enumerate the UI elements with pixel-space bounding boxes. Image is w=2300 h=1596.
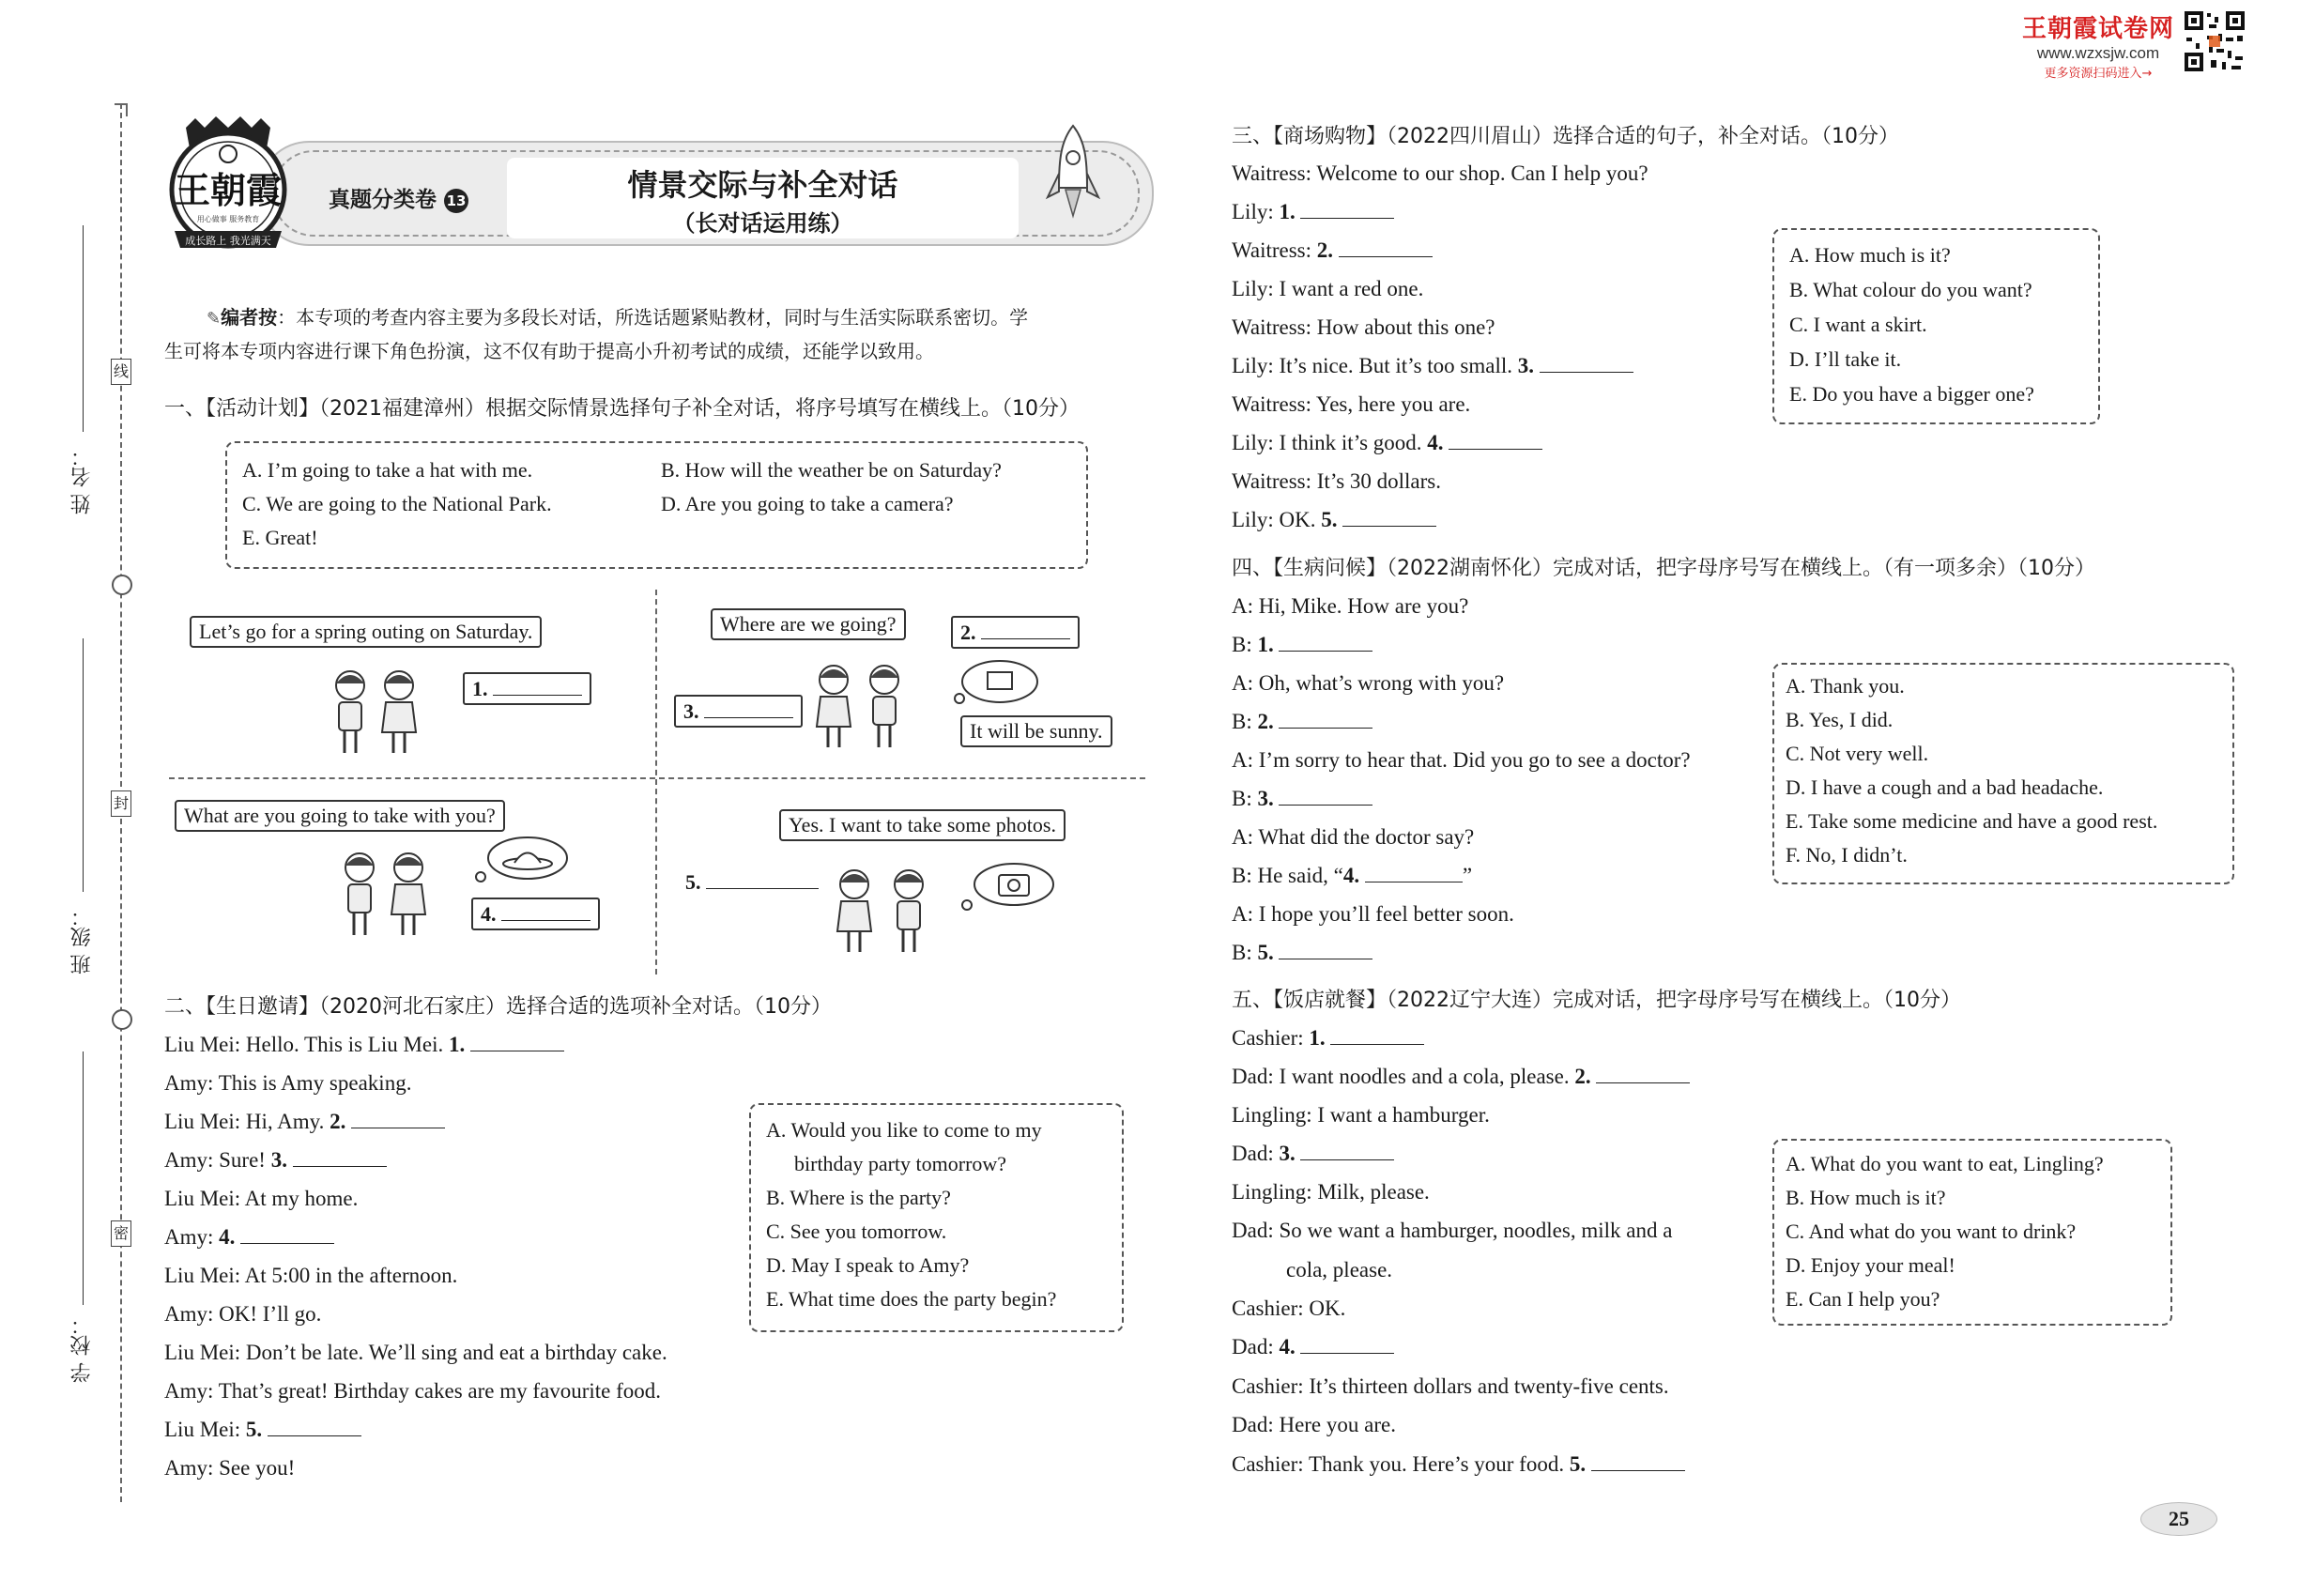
section1-option: C. We are going to the National Park. <box>242 492 552 515</box>
class-field-line[interactable] <box>83 638 84 892</box>
two-girls-illustration <box>826 864 939 958</box>
dialogue-line: Cashier: 1. <box>1232 1024 1424 1052</box>
section1-option: E. Great! <box>242 526 318 549</box>
hat-thought-icon <box>469 832 573 888</box>
section4-options-box <box>1772 663 2234 884</box>
section4-option: F. No, I didn’t. <box>1786 843 1908 867</box>
answer-blank[interactable] <box>1279 786 1372 806</box>
answer-blank[interactable] <box>1300 1334 1394 1354</box>
editor-note-line2: 生可将本专项内容进行课下角色扮演，这不仅有助于提高小升初考试的成绩，还能学以致用。 <box>164 340 934 362</box>
punch-hole-icon <box>112 1009 132 1030</box>
title-box <box>507 158 1019 238</box>
section4-option: C. Not very well. <box>1786 742 1929 765</box>
dialogue-line: Lily: I think it’s good. 4. <box>1232 429 1542 457</box>
dialogue-line: Amy: OK! I’ll go. <box>164 1302 322 1326</box>
dialogue-line: B: 2. <box>1232 708 1372 736</box>
answer-blank[interactable] <box>1339 238 1433 257</box>
dialogue-line: Liu Mei: At 5:00 in the afternoon. <box>164 1264 458 1287</box>
two-girls-illustration <box>324 665 427 759</box>
dialogue-line: Liu Mei: Don’t be late. We’ll sing and eat a birthday cake. <box>164 1341 667 1364</box>
section1-option: B. How will the weather be on Saturday? <box>661 458 1002 482</box>
name-label: 姓 名： <box>70 446 94 514</box>
punch-hole-icon <box>112 575 132 595</box>
editor-note: ✎编者按：本专项的考查内容主要为多段长对话，所选话题紧贴教材，同时与生活实际联系密切。学 <box>207 306 1029 329</box>
dialogue-line: Waitress: Welcome to our shop. Can I help you? <box>1232 161 1648 185</box>
dialogue-line: B: 5. <box>1232 939 1372 967</box>
fold-mark-secret: 密 <box>111 1220 131 1247</box>
answer-blank[interactable] <box>240 1224 334 1244</box>
section5-option: C. And what do you want to drink? <box>1786 1220 2077 1243</box>
series-number-badge: 13 <box>444 189 468 213</box>
section1-options-box <box>225 441 1088 569</box>
dialogue-line: A: I’m sorry to hear that. Did you go to see a doctor? <box>1232 748 1691 772</box>
dialogue-line: Lily: 1. <box>1232 198 1394 226</box>
dialogue-line: Dad: 4. <box>1232 1333 1394 1361</box>
section4-option: A. Thank you. <box>1786 674 1905 698</box>
section5-option: A. What do you want to eat, Lingling? <box>1786 1152 2104 1175</box>
qr-code-icon[interactable] <box>2183 9 2246 73</box>
binding-line-top <box>115 103 128 116</box>
brand-url[interactable]: www.wzxsjw.com <box>2036 44 2160 62</box>
answer-blank[interactable] <box>1596 1064 1690 1083</box>
section5-option: B. How much is it? <box>1786 1186 1946 1209</box>
section4-option: E. Take some medicine and have a good rest. <box>1786 809 2158 833</box>
dialogue-line: Cashier: It’s thirteen dollars and twenty-five cents. <box>1232 1374 1669 1398</box>
section2-option: birthday party tomorrow? <box>794 1152 1007 1175</box>
dialogue-line: B: 1. <box>1232 631 1372 659</box>
answer-blank[interactable] <box>1279 940 1372 959</box>
series-label: 真题分类卷 13 <box>329 182 468 213</box>
dialogue-line: Lingling: I want a hamburger. <box>1232 1103 1490 1127</box>
dialogue-line: Cashier: Thank you. Here’s your food. 5. <box>1232 1450 1685 1479</box>
dialogue-line: Amy: 4. <box>164 1223 334 1251</box>
answer-blank[interactable] <box>1300 199 1394 219</box>
dialogue-line: Waitress: It’s 30 dollars. <box>1232 469 1442 493</box>
speech-bubble: What are you going to take with you? <box>175 800 505 832</box>
dialogue-line: Dad: So we want a hamburger, noodles, milk and a <box>1232 1219 1673 1242</box>
answer-blank[interactable] <box>1540 353 1633 373</box>
dialogue-line: A: I hope you’ll feel better soon. <box>1232 902 1514 926</box>
brand-site-name: 王朝霞试卷网 <box>2021 15 2174 43</box>
answer-blank[interactable] <box>293 1147 387 1167</box>
page-number: 25 <box>2140 1502 2217 1536</box>
speech-bubble: Let’s go for a spring outing on Saturday. <box>190 616 542 648</box>
answer-blank[interactable] <box>1330 1025 1424 1045</box>
answer-box[interactable]: 5. <box>678 867 826 897</box>
section3-heading: 三、【商场购物】（2022四川眉山）选择合适的句子，补全对话。（10分） <box>1232 125 1899 148</box>
dialogue-line: Liu Mei: Hi, Amy. 2. <box>164 1108 445 1136</box>
school-label: 学 校： <box>70 1314 94 1383</box>
dialogue-line: Lily: OK. 5. <box>1232 506 1436 534</box>
section2-option: A. Would you like to come to my <box>766 1118 1042 1142</box>
section4-heading: 四、【生病问候】（2022湖南怀化）完成对话，把字母序号写在横线上。（有一项多余）（10分） <box>1232 557 2095 580</box>
answer-blank[interactable] <box>1342 507 1436 527</box>
dialogue-line: Waitress: Yes, here you are. <box>1232 392 1471 416</box>
dialogue-line: Amy: That’s great! Birthday cakes are my favourite food. <box>164 1379 662 1403</box>
answer-blank[interactable] <box>351 1109 445 1128</box>
dialogue-line: A: Hi, Mike. How are you? <box>1232 594 1469 618</box>
section2-option: C. See you tomorrow. <box>766 1220 947 1243</box>
logo-sub: 用心做事 服务教育 <box>196 215 260 223</box>
answer-blank[interactable] <box>470 1032 564 1051</box>
section3-option: C. I want a skirt. <box>1789 313 1927 336</box>
speech-bubble: It will be sunny. <box>960 715 1112 747</box>
section1-heading: 一、【活动计划】（2021福建漳州）根据交际情景选择句子补全对话，将序号填写在横线上。（10分） <box>164 397 1080 421</box>
section2-option: D. May I speak to Amy? <box>766 1253 970 1277</box>
answer-blank[interactable] <box>1449 430 1542 450</box>
dialogue-line: B: He said, “4. ” <box>1232 864 1473 887</box>
section3-option: D. I’ll take it. <box>1789 347 1902 371</box>
two-girls-illustration <box>807 659 911 753</box>
answer-blank[interactable] <box>1591 1451 1685 1471</box>
fold-mark-line: 线 <box>111 359 131 385</box>
logo-seal <box>158 111 299 256</box>
section5-heading: 五、【饭店就餐】（2022辽宁大连）完成对话，把字母序号写在横线上。（10分） <box>1232 989 1961 1012</box>
dialogue-line: Liu Mei: At my home. <box>164 1187 359 1210</box>
dialogue-line: cola, please. <box>1286 1258 1393 1281</box>
answer-blank[interactable] <box>1279 709 1372 729</box>
answer-blank[interactable] <box>1300 1141 1394 1160</box>
dialogue-line: Waitress: 2. <box>1232 237 1433 265</box>
section5-option: D. Enjoy your meal! <box>1786 1253 1955 1277</box>
section4-option: D. I have a cough and a bad headache. <box>1786 775 2104 799</box>
answer-blank[interactable] <box>1279 632 1372 652</box>
brand-tagline: 更多资源扫码进入→ <box>2044 67 2153 81</box>
section1-option: A. I’m going to take a hat with me. <box>242 458 533 482</box>
class-label: 班 级： <box>70 906 94 974</box>
speech-bubble: Yes. I want to take some photos. <box>779 809 1066 841</box>
section2-option: E. What time does the party begin? <box>766 1287 1057 1311</box>
dialogue-line: Amy: See you! <box>164 1456 296 1480</box>
brand-block <box>2018 9 2178 81</box>
section3-option: A. How much is it? <box>1789 243 1951 267</box>
dialogue-line: B: 3. <box>1232 785 1372 813</box>
section3-option: E. Do you have a bigger one? <box>1789 382 2034 406</box>
dialogue-line: Dad: Here you are. <box>1232 1413 1396 1436</box>
answer-box[interactable]: 4. <box>471 898 600 930</box>
answer-box[interactable]: 3. <box>674 695 803 728</box>
scene-divider-v <box>655 590 657 974</box>
page-title: 情景交际与补全对话 <box>627 167 898 203</box>
rocket-icon <box>1040 122 1106 235</box>
section3-options-box <box>1772 228 2100 424</box>
section5-options-box <box>1772 1139 2172 1326</box>
dialogue-line: Lily: It’s nice. But it’s too small. 3. <box>1232 352 1633 380</box>
dialogue-line: A: What did the doctor say? <box>1232 825 1475 849</box>
page-subtitle: （长对话运用练） <box>672 210 853 237</box>
dialogue-line: Lily: I want a red one. <box>1232 277 1424 300</box>
section4-option: B. Yes, I did. <box>1786 708 1894 731</box>
section1-option: D. Are you going to take a camera? <box>661 492 954 515</box>
name-field-line[interactable] <box>83 225 84 432</box>
dialogue-line: Dad: I want noodles and a cola, please. 2. <box>1232 1063 1690 1091</box>
section5-option: E. Can I help you? <box>1786 1287 1940 1311</box>
speech-bubble: Where are we going? <box>711 608 906 640</box>
dialogue-line: Liu Mei: Hello. This is Liu Mei. 1. <box>164 1031 564 1059</box>
section2-options-box <box>749 1103 1124 1332</box>
two-girls-illustration <box>333 847 437 941</box>
school-field-line[interactable] <box>83 1051 84 1305</box>
dialogue-line: Lingling: Milk, please. <box>1232 1180 1430 1204</box>
dialogue-line: Liu Mei: 5. <box>164 1416 361 1444</box>
answer-box[interactable]: 2. <box>951 616 1080 649</box>
section3-option: B. What colour do you want? <box>1789 278 2032 301</box>
answer-blank[interactable] <box>268 1417 361 1436</box>
dialogue-line: Dad: 3. <box>1232 1140 1394 1168</box>
dialogue-line: A: Oh, what’s wrong with you? <box>1232 671 1505 695</box>
dialogue-line: Amy: Sure! 3. <box>164 1146 387 1174</box>
fold-mark-seal: 封 <box>111 790 131 817</box>
dialogue-line: Amy: This is Amy speaking. <box>164 1071 412 1095</box>
answer-blank[interactable] <box>1365 863 1463 882</box>
dialogue-line: Waitress: How about this one? <box>1232 315 1495 339</box>
scene-divider-h <box>169 777 1145 779</box>
section2-heading: 二、【生日邀请】（2020河北石家庄）选择合适的选项补全对话。（10分） <box>164 995 832 1019</box>
logo-banner: 成长路上 我光满天 <box>185 235 271 247</box>
thought-cloud-icon <box>948 653 1042 710</box>
section2-option: B. Where is the party? <box>766 1186 951 1209</box>
dialogue-line: Cashier: OK. <box>1232 1297 1346 1320</box>
answer-box[interactable]: 1. <box>463 672 591 705</box>
note-pencil-icon: ✎ <box>207 309 222 329</box>
camera-thought-icon <box>958 858 1061 914</box>
logo-text: 王朝霞 <box>174 169 283 211</box>
